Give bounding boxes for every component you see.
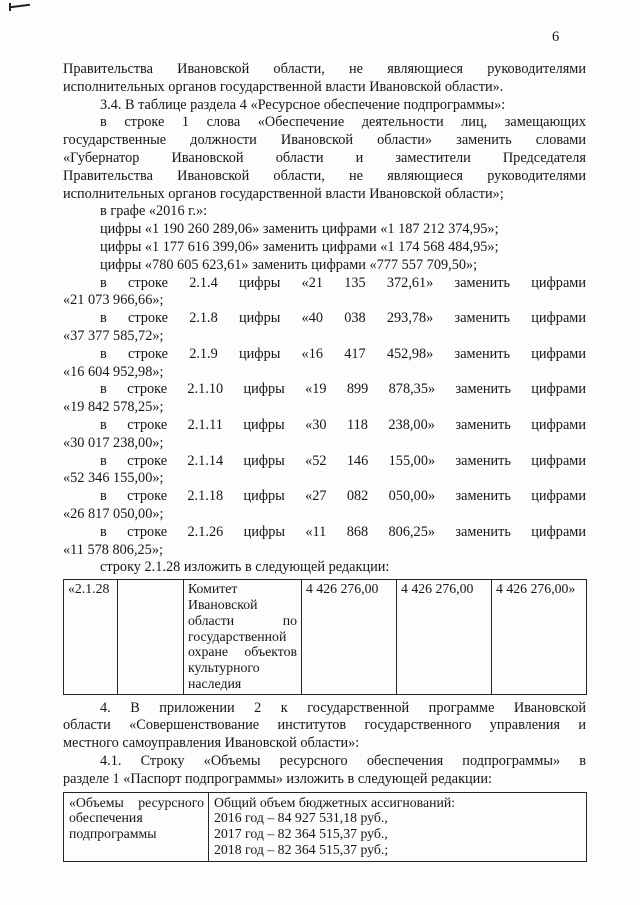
text-line: в строке 2.1.18 цифры «27 082 050,00» заменить цифрами: [100, 488, 586, 505]
text-line: исполнительных органов государственной власти Ивановской области».: [63, 78, 504, 95]
amendment-table-row-2-1-28: [63, 579, 587, 695]
paragraph: [63, 61, 586, 97]
text-line: цифры «1 190 260 289,06» заменить цифрами «1 187 212 374,95»;: [100, 221, 499, 238]
text-line: «16 604 952,98»;: [63, 363, 164, 380]
text-line: строку 2.1.28 изложить в следующей редакции:: [100, 559, 390, 576]
paragraph: [63, 346, 586, 382]
paragraph: [63, 275, 586, 311]
cell-empty: [118, 580, 184, 695]
cell-volume-value: [209, 792, 587, 861]
text-line: исполнительных органов государственной власти Ивановской области»;: [63, 185, 504, 202]
text-line: в строке 2.1.9 цифры «16 417 452,98» заменить цифрами: [100, 345, 586, 362]
document-body: [63, 61, 586, 862]
text-line: в строке 2.1.4 цифры «21 135 372,61» заменить цифрами: [100, 274, 586, 291]
text-line: разделе 1 «Паспорт подпрограммы» изложить в следующей редакции:: [63, 770, 492, 787]
cell-amount-2017: 4 426 276,00: [397, 580, 492, 695]
paragraph: [63, 524, 586, 560]
page-number: 6: [552, 29, 560, 45]
text-line: цифры «780 605 623,61» заменить цифрами «777 557 709,50»;: [100, 256, 478, 273]
text-line: «52 346 155,00»;: [63, 470, 164, 487]
text-line: Правительства Ивановской области, не являющиеся руководителями: [63, 61, 586, 77]
text-line: 2016 год – 84 927 531,18 руб.,: [214, 810, 388, 826]
cell-amount-2016: 4 426 276,00: [302, 580, 397, 695]
paragraph: [63, 559, 586, 577]
table-row: [64, 792, 587, 861]
text-line: государственные должности Ивановской области» заменить словами: [63, 132, 586, 149]
paragraph: [63, 417, 586, 453]
cell-volume-label: «Объемы ресурсного обеспечения подпрограммы: [64, 792, 209, 861]
paragraph: [63, 203, 586, 221]
cell-amount-2018: 4 426 276,00»: [492, 580, 587, 695]
text-line: 3.4. В таблице раздела 4 «Ресурсное обеспечение подпрограммы»:: [100, 96, 506, 113]
text-line: Общий объем бюджетных ассигнований:: [214, 794, 456, 810]
paragraph: [63, 97, 586, 115]
resource-volume-table: [63, 792, 587, 862]
text-line: «11 578 806,25»;: [63, 541, 163, 558]
text-line: в строке 2.1.10 цифры «19 899 878,35» заменить цифрами: [100, 381, 586, 398]
paragraph: [63, 453, 586, 489]
text-line: «19 842 578,25»;: [63, 399, 164, 416]
text-line: в строке 1 слова «Обеспечение деятельности лиц, замещающих: [100, 114, 586, 131]
text-line: «37 377 585,72»;: [63, 327, 164, 344]
text-line: в строке 2.1.14 цифры «52 146 155,00» заменить цифрами: [100, 452, 586, 469]
paragraph: [63, 310, 586, 346]
text-line: 4.1. Строку «Объемы ресурсного обеспечения подпрограммы» в: [100, 753, 586, 770]
scan-artifact: [9, 3, 31, 11]
text-line: «30 017 238,00»;: [63, 434, 164, 451]
paragraph: [63, 488, 586, 524]
text-line: 4. В приложении 2 к государственной программе Ивановской: [100, 699, 586, 716]
text-line: 2018 год – 82 364 515,37 руб.;: [214, 842, 389, 858]
text-line: в строке 2.1.26 цифры «11 868 806,25» заменить цифрами: [100, 523, 586, 540]
text-line: местного самоуправления Ивановской области»:: [63, 735, 360, 752]
paragraph: [63, 381, 586, 417]
text-line: области «Совершенствование институтов государственного управления и: [63, 717, 586, 734]
paragraph: [63, 114, 586, 203]
text-line: Правительства Ивановской области, не являющиеся руководителями: [63, 167, 586, 184]
paragraph: [63, 239, 586, 257]
cell-executor: Комитет Ивановской области по государственной охране объектов культурного наследия: [184, 580, 302, 695]
text-line: в графе «2016 г.»:: [100, 203, 208, 220]
text-line: «26 817 050,00»;: [63, 505, 164, 522]
text-line: «21 073 966,66»;: [63, 292, 164, 309]
cell-row-number: «2.1.28: [64, 580, 118, 695]
text-line: «Губернатор Ивановской области и заместители Председателя: [63, 149, 586, 166]
paragraph: [63, 221, 586, 239]
text-line: цифры «1 177 616 399,06» заменить цифрами «1 174 568 484,95»;: [100, 238, 499, 255]
paragraph: [63, 700, 586, 753]
table-row: [64, 580, 587, 695]
text-line: в строке 2.1.8 цифры «40 038 293,78» заменить цифрами: [100, 310, 586, 327]
paragraph: [63, 257, 586, 275]
paragraph: [63, 753, 586, 789]
text-line: 2017 год – 82 364 515,37 руб.,: [214, 826, 388, 842]
text-line: в строке 2.1.11 цифры «30 118 238,00» заменить цифрами: [100, 416, 586, 433]
